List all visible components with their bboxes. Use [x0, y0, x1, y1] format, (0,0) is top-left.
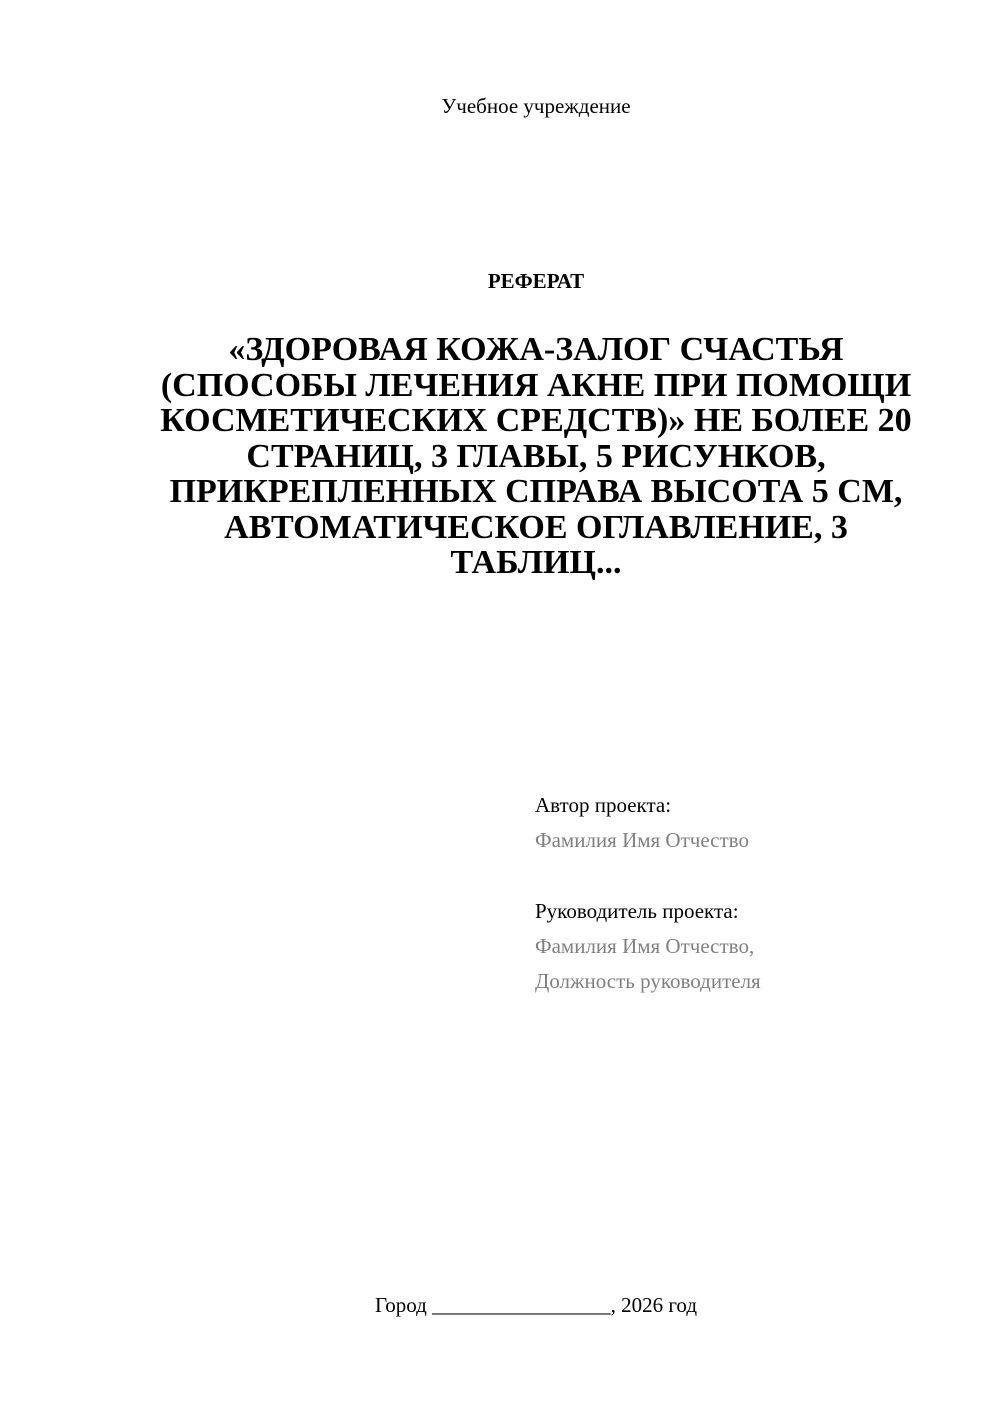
supervisor-label: Руководитель проекта: — [535, 899, 739, 923]
supervisor-name: Фамилия Имя Отчество, — [535, 934, 755, 958]
supervisor-position: Должность руководителя — [535, 969, 761, 993]
document-type: РЕФЕРАТ — [487, 269, 585, 293]
document-title: «ЗДОРОВАЯ КОЖА-ЗАЛОГ СЧАСТЬЯ (СПОСОБЫ ЛЕЧЕНИЯ АКНЕ ПРИ ПОМОЩИ КОСМЕТИЧЕСКИХ СРЕДСТВ)» НЕ БОЛЕЕ 20 СТРАНИЦ, 3 ГЛАВЫ, 5 РИСУНКОВ, ПРИКРЕПЛЕННЫХ СПРАВА ВЫСОТА 5 СМ, АВТОМАТИЧЕСКОЕ ОГЛАВЛЕНИЕ, 3 ТАБЛИЦ... — [160, 331, 912, 581]
city-year-line: Город _________________, 2026 год — [374, 1293, 698, 1317]
author-name: Фамилия Имя Отчество — [535, 828, 749, 852]
signature-block — [535, 788, 975, 999]
supervisor-block — [535, 894, 975, 999]
author-block — [535, 788, 975, 858]
author-label: Автор проекта: — [535, 793, 672, 817]
institution-name: Учебное учреждение — [441, 94, 631, 118]
